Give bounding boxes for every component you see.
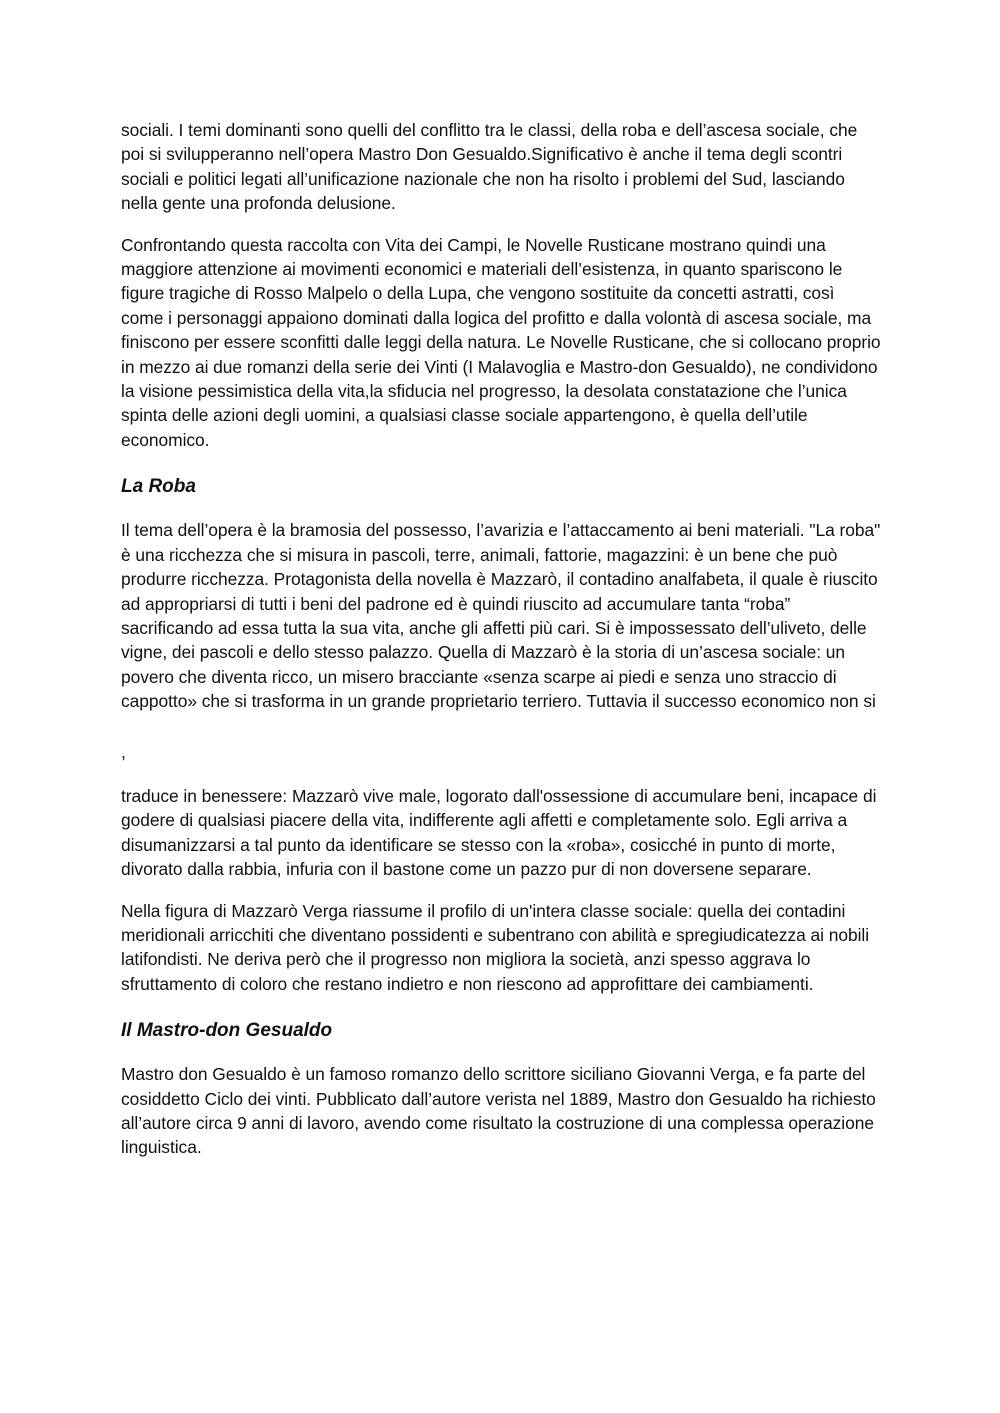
intro-paragraph-1: sociali. I temi dominanti sono quelli del conflitto tra le classi, della roba e dell’ascesa sociale, che poi si svilupperanno nell’opera Mastro Don Gesualdo.Significativo è anche il tema degli scontri sociali e politici legati all’unificazione nazionale che non ha risolto i problemi del Sud, lasciando nella gente una profonda delusione.	[121, 120, 858, 214]
intro-paragraph-2: Confrontando questa raccolta con Vita dei Campi, le Novelle Rusticane mostrano quindi una maggiore attenzione ai movimenti economici e materiali dell’esistenza, in quanto spariscono le figure tragiche di Rosso Malpelo o della Lupa, che vengono sostituite da concetti astratti, così come i personaggi appaiono dominati dalla logica del profitto e dalla volontà di ascesa sociale, ma finiscono per essere sconfitti dalle leggi della natura. Le Novelle Rusticane, che si collocano proprio in mezzo ai due romanzi della serie dei Vinti (I Malavoglia e Mastro-don Gesualdo), ne condividono la visione pessimistica della vita,la sfiducia nel progresso, la desolata constatazione che l’unica spinta delle azioni degli uomini, a qualsiasi classe sociale appartengono, è quella dell’utile economico.	[121, 234, 881, 450]
document-page	[121, 118, 881, 1177]
stray-comma: ,	[121, 741, 126, 762]
roba-paragraph-2: traduce in benessere: Mazzarò vive male, logorato dall'ossessione di accumulare beni, incapace di godere di qualsiasi piacere della vita, indifferente agli affetti e completamente solo. Egli arriva a disumanizzarsi a tal punto da identificare se stesso con la «roba», cosicché in punto di morte, divorato dalla rabbia, infuria con il bastone come un pazzo pur di non doversene separare.	[121, 785, 877, 880]
roba-paragraph-1: Il tema dell’opera è la bramosia del possesso, l’avarizia e l’attaccamento ai beni materiali. "La roba" è una ricchezza che si misura in pascoli, terre, animali, fattorie, magazzini: è un bene che può produrre ricchezza. Protagonista della novella è Mazzarò, il contadino analfabeta, il quale è riuscito ad appropriarsi di tutti i beni del padrone ed è quindi riuscito ad accumulare tanta “roba” sacrificando ad essa tutta la sua vita, anche gli affetti più cari. Si è impossessato dell’uliveto, delle vigne, dei pascoli e dello stesso palazzo. Quella di Mazzarò è la storia di un’ascesa sociale: un povero che diventa ricco, un misero bracciante «senza scarpe ai piedi e senza uno straccio di cappotto» che si trasforma in un grande proprietario terriero. Tuttavia il successo economico non si	[121, 520, 881, 712]
gesualdo-paragraph-1: Mastro don Gesualdo è un famoso romanzo dello scrittore siciliano Giovanni Verga, e fa parte del cosiddetto Ciclo dei vinti. Pubblicato dall’autore verista nel 1889, Mastro don Gesualdo ha richiesto all’autore circa 9 anni di lavoro, avendo come risultato la costruzione di una complessa operazione linguistica.	[121, 1064, 876, 1158]
section-heading-la-roba: La Roba	[121, 476, 196, 498]
section-heading-mastro-don-gesualdo: Il Mastro-don Gesualdo	[121, 1020, 333, 1042]
roba-paragraph-3: Nella figura di Mazzarò Verga riassume il profilo di un'intera classe sociale: quella dei contadini meridionali arricchiti che diventano possidenti e subentrano con abilità e spregiudicatezza ai nobili latifondisti. Ne deriva però che il progresso non migliora la società, anzi spesso aggrava lo sfruttamento di coloro che restano indietro e non riescono ad approfittare dei cambiamenti.	[121, 900, 870, 994]
